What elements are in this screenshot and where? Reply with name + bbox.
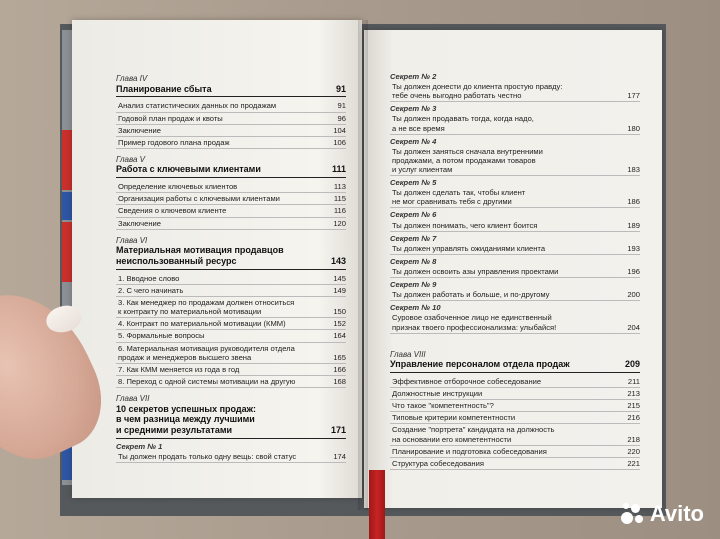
toc-entry-text: 7. Как КММ меняется из года в год — [118, 364, 240, 374]
toc-entry-text: Эффективное отборочное собеседование — [392, 377, 542, 387]
toc-entry-text: Заключение — [118, 218, 162, 228]
toc-entry — [116, 100, 346, 112]
toc-entry-page: 145 — [333, 273, 346, 283]
toc-entry — [116, 318, 346, 330]
chapter-title — [116, 245, 346, 270]
bookmark-ribbon — [369, 470, 385, 539]
secret-label: Секрет № 9 — [390, 280, 437, 290]
toc-entry-text: 4. Контракт по материальной мотивации (КММ) — [118, 319, 286, 329]
toc-entry-page: 204 — [627, 322, 640, 332]
chapter-label: Глава IV — [116, 74, 148, 83]
secret-entry — [116, 451, 346, 463]
toc-entry-page: 166 — [333, 364, 346, 374]
toc-entry-text: Анализ статистических данных по продажам — [118, 101, 277, 111]
toc-entry — [116, 125, 346, 137]
toc-entry — [116, 376, 346, 388]
secret-entry — [390, 289, 640, 301]
toc-entry-page: 106 — [333, 137, 346, 147]
chapter-title — [390, 359, 640, 373]
toc-entry-text: Организация работы с ключевыми клиентами — [118, 194, 280, 204]
chapter-title-text: Планирование сбыта — [116, 83, 212, 94]
toc-entry — [116, 218, 346, 230]
avito-watermark — [621, 501, 704, 527]
toc-entry-text: Что такое "компетентность"? — [392, 401, 494, 411]
secret-label: Секрет № 10 — [390, 303, 441, 313]
secret-label: Секрет № 5 — [390, 178, 437, 188]
toc-entry — [116, 285, 346, 297]
toc-entry — [116, 205, 346, 217]
secret-label: Секрет № 4 — [390, 136, 437, 146]
toc-entry-text: 8. Переход с одной системы мотивации на другую — [118, 376, 296, 386]
chapter-title-page: 91 — [335, 83, 346, 94]
toc-entry-text: Ты должен понимать, чего клиент боится — [392, 220, 538, 230]
book-gutter — [358, 20, 368, 510]
toc-entry-page: 213 — [627, 389, 640, 399]
toc-entry-page: 221 — [627, 458, 640, 468]
toc-entry-page: 149 — [333, 285, 346, 295]
toc-entry-text: Ты должен работать и больше, и по-другому — [392, 290, 550, 300]
chapter-label: Глава VII — [116, 393, 150, 403]
secret-label: Секрет № 2 — [390, 72, 437, 81]
toc-entry-text: Пример годового плана продаж — [118, 137, 230, 147]
toc-entry-text: Структура собеседования — [392, 458, 484, 468]
toc-entry-page: 180 — [627, 123, 640, 133]
toc-entry-text: 2. С чего начинать — [118, 285, 184, 295]
toc-entry — [116, 181, 346, 193]
secret-entry — [390, 81, 640, 102]
toc-entry — [116, 273, 346, 285]
toc-entry-page: 196 — [627, 266, 640, 276]
toc-entry-page: 218 — [627, 434, 640, 444]
chapter-title-text: 10 секретов успешных продаж: в чем разница между лучшими и средними результатами — [116, 403, 256, 436]
right-toc — [390, 70, 640, 470]
toc-entry — [390, 388, 640, 400]
toc-entry-page: 193 — [627, 243, 640, 253]
toc-entry-page: 183 — [627, 164, 640, 174]
toc-entry-page: 211 — [627, 377, 640, 387]
toc-entry-text: Определение ключевых клиентов — [118, 182, 238, 192]
chapter-label: Глава VIII — [390, 349, 426, 359]
secret-entry — [390, 243, 640, 255]
toc-entry-page: 165 — [333, 352, 346, 362]
toc-entry-page: 215 — [627, 401, 640, 411]
toc-entry-page: 91 — [337, 101, 346, 111]
toc-entry-text: 1. Вводное слово — [118, 273, 180, 283]
toc-entry-page: 96 — [337, 113, 346, 123]
toc-entry-text: Создание "портрета" кандидата на должность на основании его компетентности — [392, 425, 555, 444]
toc-entry-text: Ты должен донести до клиента простую правду: тебе очень выгодно работать честно — [392, 82, 563, 101]
toc-entry-text: Ты должен продать только одну вещь: свой статус — [118, 452, 297, 462]
toc-entry — [390, 412, 640, 424]
toc-entry-text: Ты должен управлять ожиданиями клиента — [392, 243, 546, 253]
toc-entry — [390, 376, 640, 388]
toc-entry-page: 152 — [333, 319, 346, 329]
left-toc — [116, 68, 346, 463]
toc-entry — [390, 458, 640, 470]
avito-logo-text: Avito — [649, 501, 704, 526]
toc-entry — [116, 137, 346, 149]
toc-entry-page: 120 — [333, 218, 346, 228]
toc-entry-page: 174 — [333, 452, 346, 462]
secret-entry — [390, 266, 640, 278]
toc-entry — [116, 364, 346, 376]
secret-entry — [390, 146, 640, 176]
toc-entry — [116, 330, 346, 342]
secret-label: Секрет № 3 — [390, 104, 437, 114]
secret-entry — [390, 187, 640, 208]
chapter-title — [116, 164, 346, 178]
toc-entry-page: 189 — [627, 220, 640, 230]
chapter-title-text: Материальная мотивация продавцов неиспользованный ресурс — [116, 245, 284, 267]
toc-entry-page: 104 — [333, 125, 346, 135]
chapter-title-page: 171 — [330, 425, 346, 436]
chapter-label: Глава V — [116, 154, 145, 164]
toc-entry-text: Должностные инструкции — [392, 389, 483, 399]
toc-entry-text: 3. Как менеджер по продажам должен относиться к контракту по материальной мотивации — [118, 298, 295, 317]
toc-entry — [116, 297, 346, 318]
chapter-title-text: Управление персоналом отдела продаж — [390, 359, 570, 370]
toc-entry-text: 5. Формальные вопросы — [118, 331, 205, 341]
chapter-spacer — [390, 334, 640, 344]
toc-entry-text: Суровое озабоченное лицо не единственный признак твоего профессионализма: улыбайся! — [392, 313, 557, 332]
secret-label: Секрет № 7 — [390, 233, 437, 243]
toc-entry-text: Планирование и подготовка собеседования — [392, 446, 547, 456]
secret-entry — [390, 220, 640, 232]
toc-entry-page: 186 — [627, 197, 640, 207]
right-page — [364, 30, 662, 508]
secret-label: Секрет № 6 — [390, 210, 437, 220]
chapter-title — [116, 404, 346, 439]
chapter-title-text: Работа с ключевыми клиентами — [116, 164, 261, 175]
secret-entry — [390, 312, 640, 333]
avito-logo-icon — [621, 502, 645, 526]
left-page — [72, 20, 362, 498]
chapter-title — [116, 84, 346, 98]
toc-entry-text: 6. Материальная мотивация руководителя отдела продаж и менеджеров высшего звена — [118, 343, 295, 362]
secret-entry — [390, 113, 640, 134]
toc-entry-page: 200 — [627, 290, 640, 300]
chapter-title-page: 143 — [330, 256, 346, 267]
toc-entry — [116, 343, 346, 364]
toc-entry — [116, 113, 346, 125]
toc-entry-page: 164 — [333, 331, 346, 341]
toc-entry-page: 116 — [333, 206, 346, 216]
toc-entry-text: Ты должен сделать так, чтобы клиент не мог сравнивать тебя с другими — [392, 188, 526, 207]
toc-entry-text: Ты должен освоить азы управления проектами — [392, 266, 559, 276]
toc-entry-text: Заключение — [118, 125, 162, 135]
toc-entry — [390, 424, 640, 445]
toc-entry-page: 115 — [333, 194, 346, 204]
chapter-title-page: 209 — [624, 359, 640, 370]
toc-entry-page: 150 — [333, 307, 346, 317]
toc-entry-text: Сведения о ключевом клиенте — [118, 206, 227, 216]
toc-entry — [390, 446, 640, 458]
toc-entry-text: Годовой план продаж и квоты — [118, 113, 223, 123]
toc-entry-page: 216 — [627, 413, 640, 423]
secret-label: Секрет № 8 — [390, 256, 437, 266]
toc-entry-page: 113 — [333, 182, 346, 192]
toc-entry-text: Ты должен продавать тогда, когда надо, а не все время — [392, 114, 534, 133]
toc-entry-page: 168 — [333, 376, 346, 386]
toc-entry — [390, 400, 640, 412]
toc-entry-text: Ты должен заняться сначала внутренними продажами, а потом продажами товаров и услуг клиентам — [392, 146, 543, 174]
chapter-label: Глава VI — [116, 235, 148, 245]
toc-entry-page: 220 — [627, 446, 640, 456]
toc-entry — [116, 193, 346, 205]
toc-entry-page: 177 — [627, 91, 640, 101]
chapter-title-page: 111 — [331, 164, 346, 175]
secret-label: Секрет № 1 — [116, 441, 163, 451]
toc-entry-text: Типовые критерии компетентности — [392, 413, 516, 423]
